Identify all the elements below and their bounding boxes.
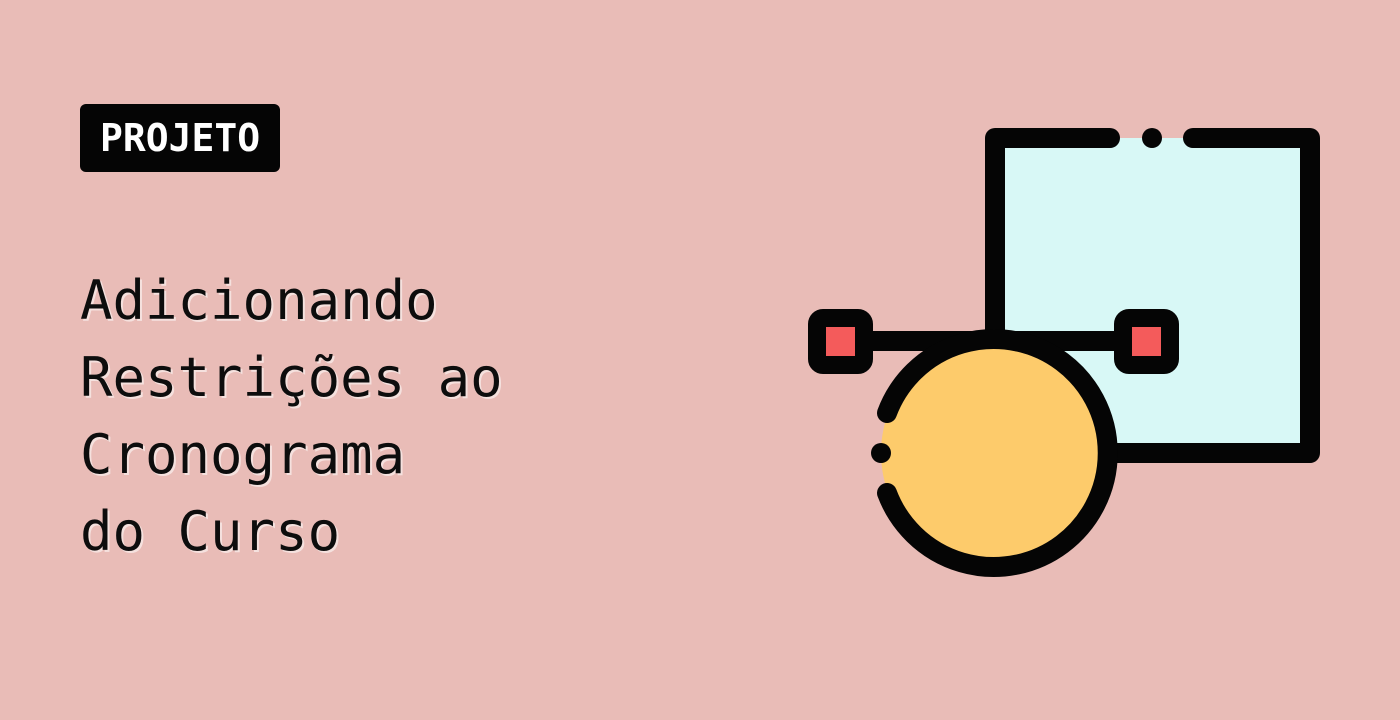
page-title <box>80 262 680 570</box>
project-badge <box>80 104 280 172</box>
left-anchor-handle <box>817 318 864 365</box>
right-anchor-handle <box>1123 318 1170 365</box>
title-line: Adicionando <box>80 269 438 332</box>
title-line: Restrições ao <box>80 346 503 409</box>
circle-gap-dot <box>871 443 891 463</box>
square-gap-dot <box>1142 128 1162 148</box>
title-line: do Curso <box>80 500 341 563</box>
project-badge-label: PROJETO <box>100 116 261 160</box>
vector-shapes-icon <box>800 120 1330 590</box>
title-line: Cronograma <box>80 423 406 486</box>
